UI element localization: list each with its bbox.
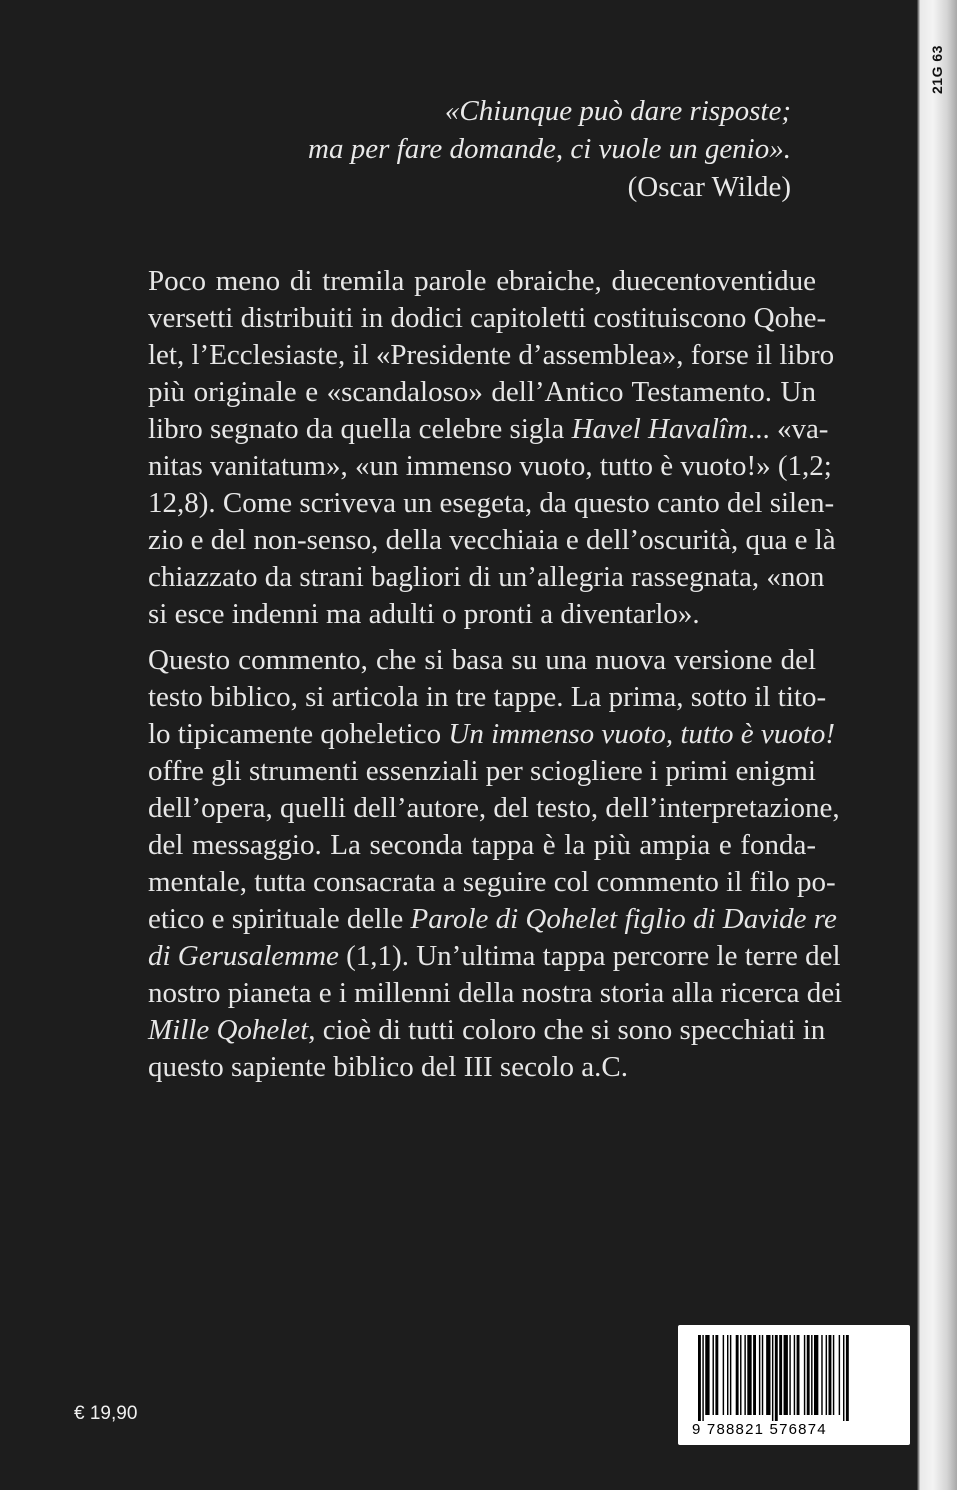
barcode-bar	[821, 1335, 822, 1415]
barcode-bar	[804, 1335, 805, 1415]
blurb-line: 12,8). Come scriveva un esegeta, da questo canto del silen-	[148, 487, 835, 519]
barcode-bar	[736, 1335, 739, 1415]
blurb-line: più originale e «scandaloso» dell’Antico Testamento. Un	[148, 376, 816, 408]
blurb-line: zio e del non-senso, della vecchiaia e dell’oscurità, qua e là	[148, 524, 836, 556]
barcode-bar	[744, 1335, 745, 1415]
epigraph	[231, 92, 791, 206]
barcode-bar	[772, 1335, 773, 1421]
blurb-line: etico e spirituale delle Parole di Qohelet figlio di Davide re	[148, 903, 837, 935]
blurb-italic: Havel Havalîm	[571, 413, 748, 445]
blurb-line: Questo commento, che si basa su una nuova versione del	[148, 644, 816, 676]
barcode-bar	[762, 1335, 763, 1415]
blurb-line: nostro pianeta e i millenni della nostra storia alla ricerca dei	[148, 977, 843, 1009]
barcode-bar	[794, 1335, 795, 1415]
barcode-bar	[814, 1335, 818, 1415]
spine-code: 21G 63	[929, 45, 945, 95]
barcode-bar	[826, 1335, 827, 1415]
barcode-bar	[779, 1335, 782, 1415]
price-label: € 19,90	[74, 1403, 138, 1424]
blurb-line: Poco meno di tremila parole ebraiche, duecentoventidue	[148, 265, 816, 297]
blurb-line: questo sapiente biblico del III secolo a.C.	[148, 1051, 628, 1083]
epigraph-author: (Oscar Wilde)	[627, 171, 791, 203]
blurb-line: nitas vanitatum», «un immenso vuoto, tutto è vuoto!» (1,2;	[148, 450, 832, 482]
blurb-line: chiazzato da strani bagliori di un’allegria rassegnata, «non	[148, 561, 825, 593]
blurb-italic: Un immenso vuoto, tutto è vuoto!	[448, 718, 835, 750]
barcode-bar	[705, 1335, 709, 1415]
barcode-bar	[829, 1335, 832, 1415]
barcode-bar	[766, 1335, 770, 1415]
isbn-barcode	[678, 1325, 910, 1445]
blurb-line: versetti distribuiti in dodici capitoletti costituiscono Qohe-	[148, 302, 827, 334]
barcode-bar	[715, 1335, 718, 1415]
barcode-bar	[789, 1335, 790, 1415]
barcode-bar	[753, 1335, 756, 1415]
barcode-bar	[698, 1335, 701, 1421]
barcode-bar	[797, 1335, 800, 1415]
barcode-bar	[843, 1335, 844, 1421]
barcode-bar	[747, 1335, 751, 1415]
barcode-bar	[727, 1335, 728, 1415]
barcode-bar	[807, 1335, 810, 1415]
blurb-line: offre gli strumenti essenziali per sciogliere i primi enigmi	[148, 755, 816, 787]
barcode-bar	[839, 1335, 840, 1415]
blurb-italic: di Gerusalemme	[148, 940, 339, 972]
blurb-line: si esce indenni ma adulti o pronti a diventarlo».	[148, 598, 700, 630]
barcode-bars	[692, 1335, 898, 1421]
barcode-bar	[740, 1335, 741, 1415]
blurb-line: testo biblico, si articola in tre tappe. La prima, sotto il tito-	[148, 681, 827, 713]
blurb-line: Mille Qohelet, cioè di tutti coloro che si sono specchiati in	[148, 1014, 826, 1046]
barcode-bar	[723, 1335, 724, 1415]
isbn-digits: 9 788821 576874	[692, 1421, 827, 1438]
barcode-bar	[775, 1335, 778, 1421]
blurb-line: libro segnato da quella celebre sigla Havel Havalîm... «va-	[148, 413, 829, 445]
blurb-line: let, l’Ecclesiaste, il «Presidente d’assemblea», forse il libro	[148, 339, 835, 371]
blurb-line: mentale, tutta consacrata a seguire col commento il filo po-	[148, 866, 836, 898]
barcode-bar	[833, 1335, 834, 1415]
blurb-italic: Parole di Qohelet figlio di Davide re	[410, 903, 837, 935]
blurb-line: di Gerusalemme (1,1). Un’ultima tappa percorre le terre del	[148, 940, 841, 972]
blurb-italic: Mille Qohelet	[148, 1014, 309, 1046]
barcode-bar	[846, 1335, 849, 1421]
barcode-bar	[784, 1335, 788, 1415]
epigraph-line-2: ma per fare domande, ci vuole un genio».	[308, 133, 791, 165]
blurb-text	[148, 263, 843, 1086]
spine-edge	[917, 0, 957, 1490]
barcode-bar	[811, 1335, 812, 1415]
barcode-bar	[702, 1335, 703, 1421]
blurb-line: lo tipicamente qoheletico Un immenso vuoto, tutto è vuoto!	[148, 718, 835, 750]
epigraph-line-1: «Chiunque può dare risposte;	[444, 95, 791, 127]
barcode-bar	[730, 1335, 731, 1415]
barcode-bar	[713, 1335, 714, 1415]
blurb-line: del messaggio. La seconda tappa è la più ampia e fonda-	[148, 829, 816, 861]
barcode-bar	[759, 1335, 760, 1415]
blurb-line: dell’opera, quelli dell’autore, del testo, dell’interpretazione,	[148, 792, 840, 824]
